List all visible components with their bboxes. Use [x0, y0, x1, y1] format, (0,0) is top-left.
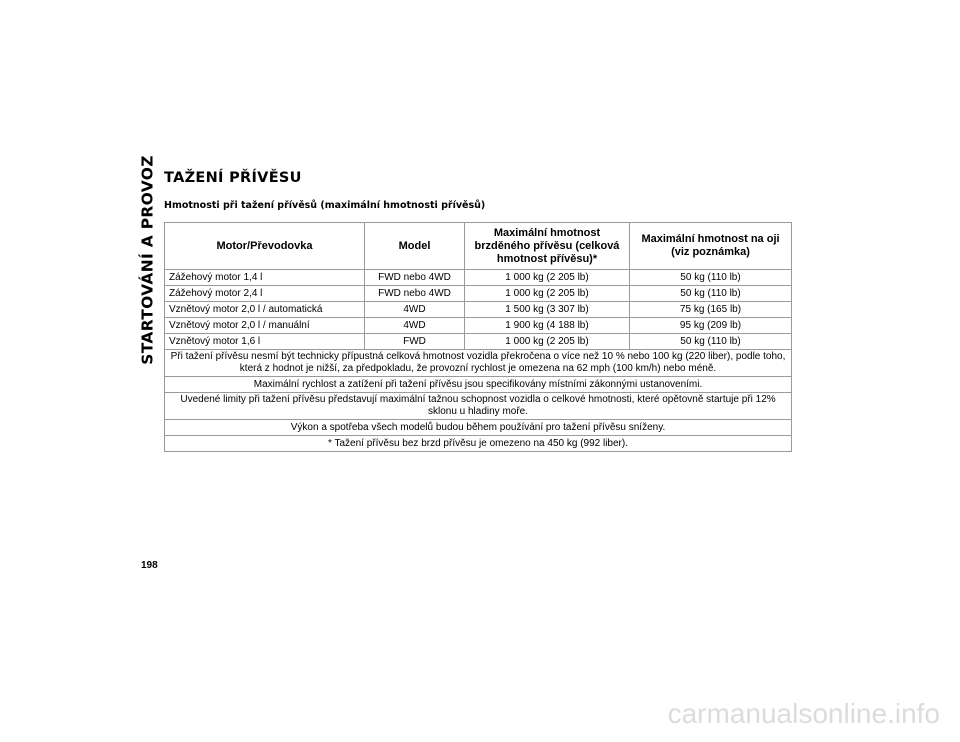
cell-trailer-weight: 1 900 kg (4 188 lb) [465, 318, 630, 334]
table-header-row [165, 223, 792, 270]
cell-trailer-weight: 1 500 kg (3 307 lb) [465, 302, 630, 318]
cell-tongue-weight: 95 kg (209 lb) [630, 318, 792, 334]
cell-trailer-weight: 1 000 kg (2 205 lb) [465, 286, 630, 302]
table-row [165, 270, 792, 286]
section-title: TAŽENÍ PŘÍVĚSU [164, 170, 302, 186]
table-row [165, 302, 792, 318]
cell-engine: Vznětový motor 1,6 l [165, 334, 365, 350]
note-performance: Výkon a spotřeba všech modelů budou během používání pro tažení přívěsu sníženy. [165, 420, 792, 436]
cell-model: 4WD [365, 302, 465, 318]
cell-tongue-weight: 50 kg (110 lb) [630, 286, 792, 302]
cell-model: FWD [365, 334, 465, 350]
chapter-side-tab-label: STARTOVÁNÍ A PROVOZ [139, 155, 157, 365]
cell-model: FWD nebo 4WD [365, 270, 465, 286]
watermark: carmanualsonline.info [667, 698, 940, 729]
table-note-row [165, 393, 792, 420]
cell-tongue-weight: 75 kg (165 lb) [630, 302, 792, 318]
table-row [165, 286, 792, 302]
header-max-braked-trailer-weight: Maximální hmotnost brzděného přívěsu (celková hmotnost přívěsu)* [465, 223, 630, 270]
cell-trailer-weight: 1 000 kg (2 205 lb) [465, 270, 630, 286]
cell-engine: Zážehový motor 2,4 l [165, 286, 365, 302]
table-note-row [165, 350, 792, 377]
header-engine-transmission: Motor/Převodovka [165, 223, 365, 270]
note-gradient-restart: Uvedené limity při tažení přívěsu představují maximální tažnou schopnost vozidla o celkové hmotnosti, které opětovně startuje při 12% sklonu u hladiny moře. [165, 393, 792, 420]
table-note-row [165, 436, 792, 452]
towing-weights-table [164, 222, 792, 452]
cell-engine: Zážehový motor 1,4 l [165, 270, 365, 286]
cell-tongue-weight: 50 kg (110 lb) [630, 334, 792, 350]
cell-engine: Vznětový motor 2,0 l / automatická [165, 302, 365, 318]
page-number: 198 [141, 560, 158, 571]
table-note-row [165, 377, 792, 393]
cell-model: FWD nebo 4WD [365, 286, 465, 302]
table-row [165, 318, 792, 334]
note-weight-limit: Při tažení přívěsu nesmí být technicky přípustná celková hmotnost vozidla překročena o více než 10 % nebo 100 kg (220 liber), podle toho, která z hodnot je nižší, za předpokladu, že provozní rychlost je omezena na 62 mph (100 km/h) nebo méně. [165, 350, 792, 377]
header-max-tongue-weight: Maximální hmotnost na oji (viz poznámka) [630, 223, 792, 270]
chapter-side-tab [135, 155, 161, 365]
header-model: Model [365, 223, 465, 270]
table-row [165, 334, 792, 350]
cell-tongue-weight: 50 kg (110 lb) [630, 270, 792, 286]
cell-trailer-weight: 1 000 kg (2 205 lb) [465, 334, 630, 350]
note-local-regulations: Maximální rychlost a zatížení při tažení přívěsu jsou specifikovány místními zákonnými ustanoveními. [165, 377, 792, 393]
cell-engine: Vznětový motor 2,0 l / manuální [165, 318, 365, 334]
table-note-row [165, 420, 792, 436]
cell-model: 4WD [365, 318, 465, 334]
table-caption: Hmotnosti při tažení přívěsů (maximální hmotnosti přívěsů) [164, 200, 486, 211]
note-unbraked-trailer: * Tažení přívěsu bez brzd přívěsu je omezeno na 450 kg (992 liber). [165, 436, 792, 452]
